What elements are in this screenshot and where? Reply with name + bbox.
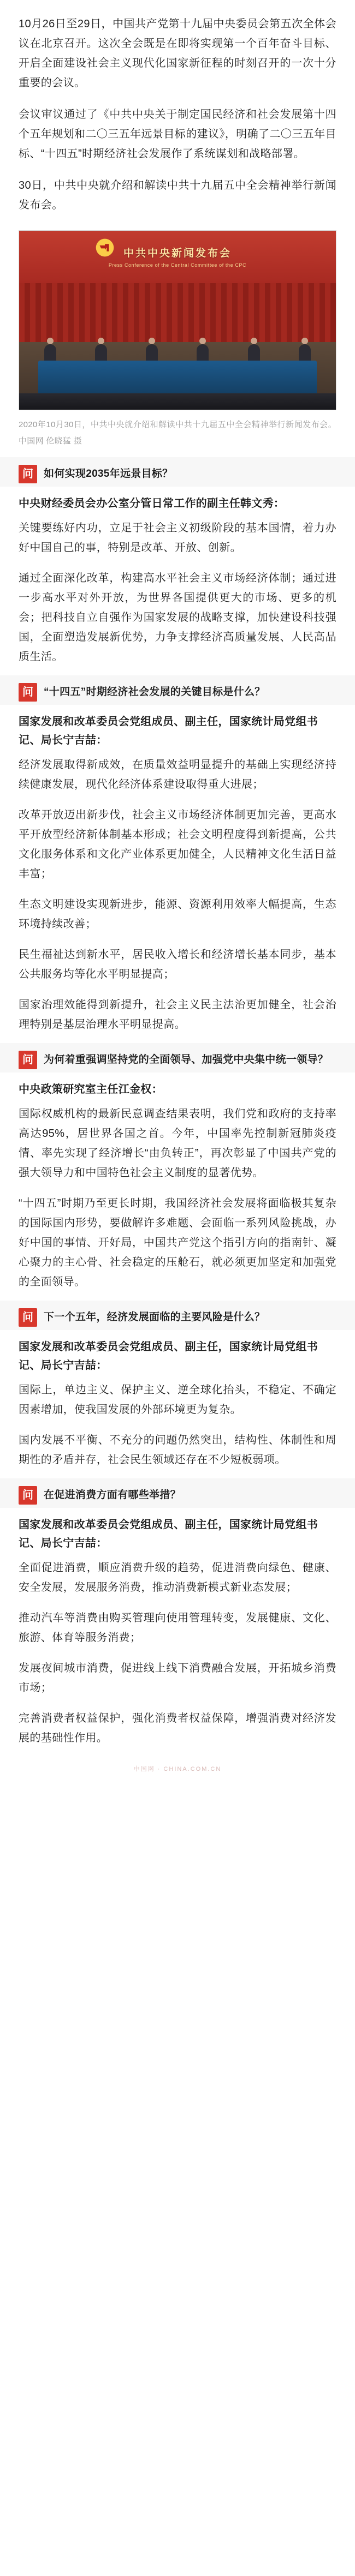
question-badge: 问 bbox=[19, 1308, 37, 1327]
qa-question-2 bbox=[0, 675, 355, 705]
answer-body-5 bbox=[0, 1554, 355, 1757]
answer-paragraph: 国际上，单边主义、保护主义、逆全球化抬头，不稳定、不确定因素增加，使我国发展的外部环境更为复杂。 bbox=[19, 1384, 336, 1416]
footer-watermark: 中国网 · CHINA.COM.CN bbox=[133, 1766, 222, 1772]
answer-paragraph: 国内发展不平衡、不充分的问题仍然突出，结构性、体制性和周期性的矛盾并存，社会民生领域还存在不少短板弱项。 bbox=[19, 1434, 336, 1466]
intro-paragraph-3: 30日，中共中央就介绍和解读中共十九届五中全会精神举行新闻发布会。 bbox=[19, 179, 336, 211]
answer-body-2 bbox=[0, 751, 355, 1043]
answer-paragraph: 生态文明建设实现新进步，能源、资源利用效率大幅提高，生态环境持续改善； bbox=[19, 898, 336, 930]
question-badge: 问 bbox=[19, 1486, 37, 1505]
answer-paragraph: 发展夜间城市消费，促进线上线下消费融合发展，开拓城乡消费市场； bbox=[19, 1662, 336, 1694]
answer-paragraph: “十四五”时期乃至更长时期，我国经济社会发展将面临极其复杂的国际国内形势，要做解许多难题、会面临一系列风险挑战，办好中国的事情、开好局，中国共产党这个指引方向的指南针、凝心聚力的主心骨、社会稳定的压舱石，就必须更加坚定和加强党的全面领导。 bbox=[19, 1197, 336, 1288]
question-badge: 问 bbox=[19, 683, 37, 702]
answer-body-3 bbox=[0, 1100, 355, 1301]
qa-question-3 bbox=[0, 1043, 355, 1073]
answer-paragraph: 关键要练好内功，立足于社会主义初级阶段的基本国情，着力办好中国自己的事，特别是改革、开放、创新。 bbox=[19, 522, 336, 554]
answer-speaker-3: 中央政策研究室主任江金权： bbox=[19, 1083, 163, 1095]
answer-paragraph: 国家治理效能得到新提升，社会主义民主法治更加健全，社会治理特别是基层治理水平明显提高。 bbox=[19, 999, 336, 1031]
answer-speaker-2: 国家发展和改革委员会党组成员、副主任，国家统计局党组书记、局长宁吉喆： bbox=[19, 716, 318, 746]
answer-body-1 bbox=[0, 514, 355, 675]
question-text: 如何实现2035年远景目标？ bbox=[44, 468, 173, 480]
qa-question-4 bbox=[0, 1301, 355, 1330]
question-badge: 问 bbox=[19, 465, 37, 483]
intro-paragraph-2: 会议审议通过了《中共中央关于制定国民经济和社会发展第十四个五年规划和二〇三五年远景目标的建议》，明确了二〇三五年目标、“十四五”时期经济社会发展作了系统谋划和战略部署。 bbox=[19, 109, 336, 160]
audience-seating bbox=[19, 393, 336, 410]
answer-speaker-5: 国家发展和改革委员会党组成员、副主任，国家统计局党组书记、局长宁吉喆： bbox=[19, 1519, 318, 1549]
qa-question-5 bbox=[0, 1478, 355, 1508]
panel-speakers bbox=[44, 338, 310, 363]
answer-paragraph: 全面促进消费，顺应消费升级的趋势，促进消费向绿色、健康、安全发展，发展服务消费，推动消费新模式新业态发展； bbox=[19, 1562, 336, 1593]
answer-body-4 bbox=[0, 1376, 355, 1478]
question-badge: 问 bbox=[19, 1051, 37, 1069]
question-text: 下一个五年，经济发展面临的主要风险是什么？ bbox=[44, 1311, 265, 1323]
question-text: 在促进消费方面有哪些举措？ bbox=[44, 1489, 181, 1501]
banner-title: 中共中央新闻发布会 bbox=[123, 248, 232, 259]
press-conference-photo bbox=[19, 230, 336, 410]
answer-paragraph: 推动汽车等消费由购买管理向使用管理转变，发展健康、文化、旅游、体育等服务消费； bbox=[19, 1612, 336, 1644]
answer-paragraph: 国际权威机构的最新民意调查结果表明，我们党和政府的支持率高达95%，居世界各国之首。今年，中国率先控制新冠肺炎疫情、率先实现了经济增长“由负转正”，再次彰显了中国共产党的强大领导力和中国特色社会主义制度的显著优势。 bbox=[19, 1108, 336, 1179]
answer-paragraph: 经济发展取得新成效，在质量效益明显提升的基础上实现经济持续健康发展，现代化经济体系建设取得重大进展； bbox=[19, 759, 336, 790]
answer-paragraph: 完善消费者权益保护，强化消费者权益保障，增强消费对经济发展的基础性作用。 bbox=[19, 1712, 336, 1744]
intro-paragraph-1: 10月26日至29日，中国共产党第十九届中央委员会第五次全体会议在北京召开。这次全会既是在即将实现第一个百年奋斗目标、开启全面建设社会主义现代化国家新征程的时刻召开的一次十分重要的会议。 bbox=[19, 18, 336, 89]
question-text: 为何着重强调坚持党的全面领导、加强党中央集中统一领导？ bbox=[44, 1054, 329, 1065]
answer-paragraph: 改革开放迈出新步伐，社会主义市场经济体制更加完善，更高水平开放型经济新体制基本形成；社会文明程度得到新提高，公共文化服务体系和文化产业体系更加健全，人民精神文化生活日益丰富； bbox=[19, 809, 336, 880]
banner-subtitle: Press Conference of the Central Committee of the CPC bbox=[108, 262, 247, 268]
qa-section bbox=[0, 457, 355, 1757]
photo-caption: 2020年10月30日，中共中央就介绍和解读中共十九届五中全会精神举行新闻发布会。中国网 伦晓猛 摄 bbox=[19, 420, 336, 446]
answer-paragraph: 通过全面深化改革，构建高水平社会主义市场经济体制；通过进一步高水平对外开放，为世界各国提供更大的市场、更多的机会；把科技自立自强作为国家发展的战略支撑，加快建设科技强国，全面塑造发展新优势，力争支撑经济高质量发展、人民高品质生活。 bbox=[19, 572, 336, 663]
photo-container bbox=[0, 230, 355, 410]
panel-table bbox=[38, 361, 317, 394]
answer-paragraph: 民生福祉达到新水平，居民收入增长和经济增长基本同步，基本公共服务均等化水平明显提高； bbox=[19, 949, 336, 980]
qa-question-1 bbox=[0, 457, 355, 487]
intro-section bbox=[0, 0, 355, 230]
answer-speaker-4: 国家发展和改革委员会党组成员、副主任，国家统计局党组书记、局长宁吉喆： bbox=[19, 1341, 318, 1371]
question-text: “十四五”时期经济社会发展的关键目标是什么？ bbox=[44, 686, 265, 698]
answer-speaker-1: 中央财经委员会办公室分管日常工作的副主任韩文秀： bbox=[19, 498, 285, 510]
